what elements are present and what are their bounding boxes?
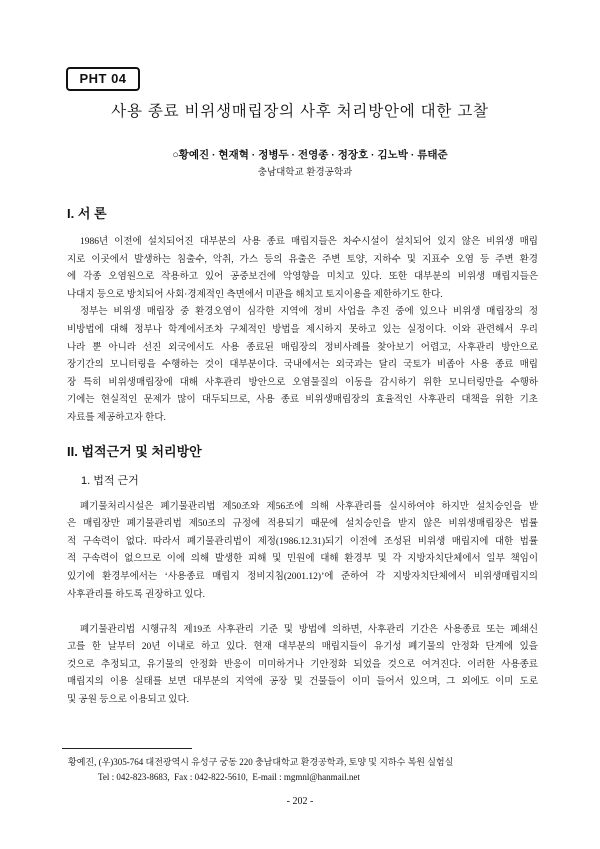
body-line: 및 공원 등으로 이용되고 있다. xyxy=(67,695,189,706)
body-line: 장 특히 비위생매립장에 대해 사후관리 방안으로 오염물질의 이동을 감시하기 위한 모니터링만을 수행하 xyxy=(67,377,538,388)
body-line: 기에는 현실적인 문제가 많이 대두되므로, 사용 종료 비위생매립장의 효율적인 사후관리 대책을 위한 기초 xyxy=(67,395,538,406)
paragraph xyxy=(67,622,538,710)
paragraph-spacer xyxy=(67,604,538,622)
author-list: ○황예진 · 현재혁 · 정병두 · 전영종 · 정장호 · 김노박 · 류태준 xyxy=(172,149,448,161)
paper-title: 사용 종료 비위생매립장의 사후 처리방안에 대한 고찰 xyxy=(111,103,489,120)
footnote xyxy=(68,755,538,785)
body-line: 것으로 추정되고, 유기물의 안정화 반응이 미미하거나 기안정화 되었을 것으로 여겨진다. 이러한 사용종료 xyxy=(67,659,538,670)
paper-body xyxy=(67,205,538,710)
footnote-contact: Tel : 042-823-8683, Fax : 042-822-5610, E-mail : mgmnl@hanmail.net xyxy=(98,772,360,782)
body-line: 지로 이곳에서 발생하는 침출수, 악취, 가스 등의 유출은 주변 토양, 지하수 및 지표수 오염 등 주변 환경 xyxy=(67,254,538,265)
session-code-badge: PHT 04 xyxy=(66,67,140,91)
body-line: 에 각종 오염원으로 작용하고 있어 공중보건에 악영향을 미치고 있다. 또한 대부분의 비위생 매립지들은 xyxy=(67,272,538,283)
body-line: 적 구속력이 없으므로 이에 의해 발생한 피해 및 민원에 대해 환경부 및 각 지방자치단체에서 일부 책임이 xyxy=(67,554,538,565)
body-line: 폐기물처리시설은 폐기물관리법 제50조와 제56조에 의해 사후관리를 실시하여야 하지만 설치승인을 받 xyxy=(80,501,538,512)
body-line: 1986년 이전에 설치되어진 대부분의 사용 종료 매립지들은 차수시설이 설치되어 있지 않은 비위생 매립 xyxy=(80,237,538,247)
body-line: 있기에 환경부에서는 ‘사용종료 매립지 정비지침(2001.12)’에 준하여 각 지방자치단체에서 비위생매립지의 xyxy=(67,571,538,582)
body-line: 나대지 등으로 방치되어 사회·경제적인 측면에서 미관을 해치고 토지이용을 제한하기도 한다. xyxy=(67,289,443,300)
body-line: 폐기물관리법 시행규칙 제19조 사후관리 기준 및 방법에 의하면, 사후관리 기간은 사용종료 또는 폐쇄신 xyxy=(80,624,538,635)
subsection-heading: 1. 법적 근거 xyxy=(81,474,139,487)
body-line: 정부는 비위생 매립장 중 환경오염이 심각한 지역에 정비 사업을 추진 중에 있으나 비위생 매립장의 정 xyxy=(80,307,538,318)
body-line: 나라 뿐 아니라 선진 외국에서도 사용 종료된 매립장의 정비사례를 찾아보기 어렵고, 사후관리 방안으로 xyxy=(67,342,538,353)
body-line: 장기간의 모니터링을 수행하는 것이 대부분이다. 국내에서는 외국과는 달리 국토가 비좁아 사용 종료 매립 xyxy=(67,360,538,371)
paragraph xyxy=(67,304,538,427)
paragraph xyxy=(67,499,538,605)
page-number: - 202 - xyxy=(286,796,314,807)
body-line: 자료를 제공하고자 한다. xyxy=(67,412,166,423)
affiliation: 충남대학교 환경공학과 xyxy=(257,167,353,178)
section-heading-legal-basis: II. 법적근거 및 처리방안 xyxy=(67,443,202,459)
body-line: 사후관리를 하도록 권장하고 있다. xyxy=(67,589,205,600)
body-line: 은 매립장만 폐기물관리법 제50조의 규정에 적용되기 때문에 설치승인을 받지 않은 비위생매립장은 법률 xyxy=(67,519,538,530)
footnote-address: 황예진, (우)305-764 대전광역시 유성구 궁동 220 충남대학교 환경공학과, 토양 및 지하수 복원 실험실 xyxy=(68,757,454,767)
section-heading-introduction: I. 서 론 xyxy=(67,206,107,221)
paragraph xyxy=(67,234,538,304)
body-line: 고를 한 날부터 20년 이내로 하고 있다. 현재 대부분의 매립지들이 유기성 폐기물의 안정화 단계에 있을 xyxy=(67,642,538,653)
body-line: 비방법에 대해 정부나 학계에서조차 구체적인 방법을 제시하지 못하고 있는 실정이다. 이와 관련해서 우리 xyxy=(67,324,538,335)
body-line: 매립지의 이용 실태를 보면 대부분의 지역에 공장 및 건물들이 이미 들어서 있으며, 그 외에도 이미 도로 xyxy=(67,677,538,688)
body-line: 적 구속력이 없다. 따라서 폐기물관리법이 제정(1986.12.31)되기 이전에 조성된 비위생 매립지에 대한 법률 xyxy=(67,536,538,547)
footnote-rule xyxy=(62,748,192,749)
